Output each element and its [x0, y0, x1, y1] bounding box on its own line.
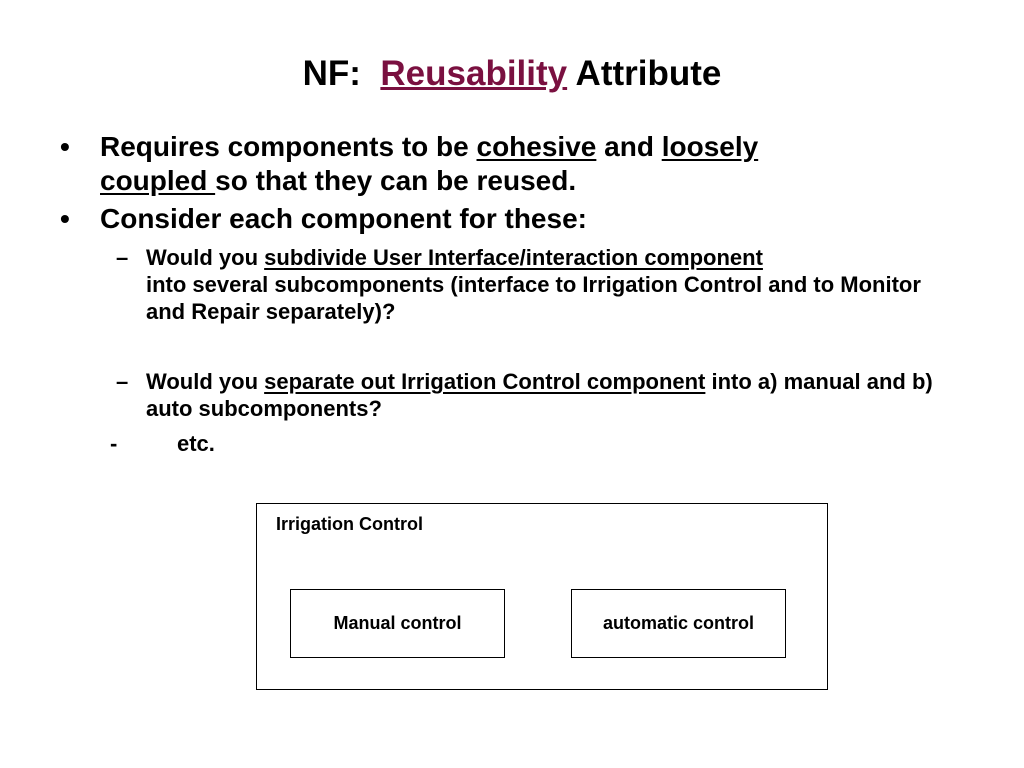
subbullet-1-suffix: into several subcomponents (interface to Irrigation Control and to Monitor and Repair separately)?	[146, 272, 921, 324]
bullet-marker: •	[60, 131, 70, 162]
etc-line	[110, 430, 215, 457]
bullet-1-text-c: so that they can be reused.	[215, 165, 577, 196]
subbullet-1-prefix: Would you	[146, 245, 265, 270]
bullet-2	[60, 202, 960, 236]
automatic-control-box	[571, 589, 786, 658]
bullet-2-text: Consider each component for these:	[100, 203, 587, 234]
bullet-1-cohesive: cohesive	[476, 131, 597, 162]
title-suffix: Attribute	[567, 54, 722, 93]
diagram-container-label: Irrigation Control	[276, 514, 423, 534]
subbullet-2	[116, 368, 966, 422]
manual-control-box	[290, 589, 505, 658]
manual-control-label: Manual control	[333, 613, 462, 633]
subbullet-dash: –	[116, 369, 129, 394]
bullet-marker: •	[60, 203, 70, 234]
slide-title	[0, 52, 1024, 96]
title-prefix: NF:	[302, 54, 381, 93]
subbullet-1-underlined: subdivide User Interface/interaction component	[264, 245, 763, 270]
bullet-1-text-b: and	[596, 131, 662, 162]
title-accent-link[interactable]: Reusability	[380, 54, 568, 93]
irrigation-control-diagram	[256, 503, 828, 690]
bullet-1-text-a: Requires components to be	[100, 131, 477, 162]
bullet-1-coupled: coupled	[100, 165, 216, 196]
bullet-1-loosely: loosely	[661, 131, 759, 162]
subbullet-2-prefix: Would you	[146, 369, 265, 394]
subbullet-dash: –	[116, 245, 129, 270]
bullet-1	[60, 130, 960, 198]
automatic-control-label: automatic control	[602, 613, 754, 633]
subbullet-1	[116, 244, 966, 325]
etc-text: etc.	[177, 431, 215, 456]
subbullet-2-suffix: into a) manual and b) auto subcomponents?	[146, 369, 933, 421]
etc-marker: -	[110, 431, 118, 456]
subbullet-2-underlined: separate out Irrigation Control component	[264, 369, 706, 394]
